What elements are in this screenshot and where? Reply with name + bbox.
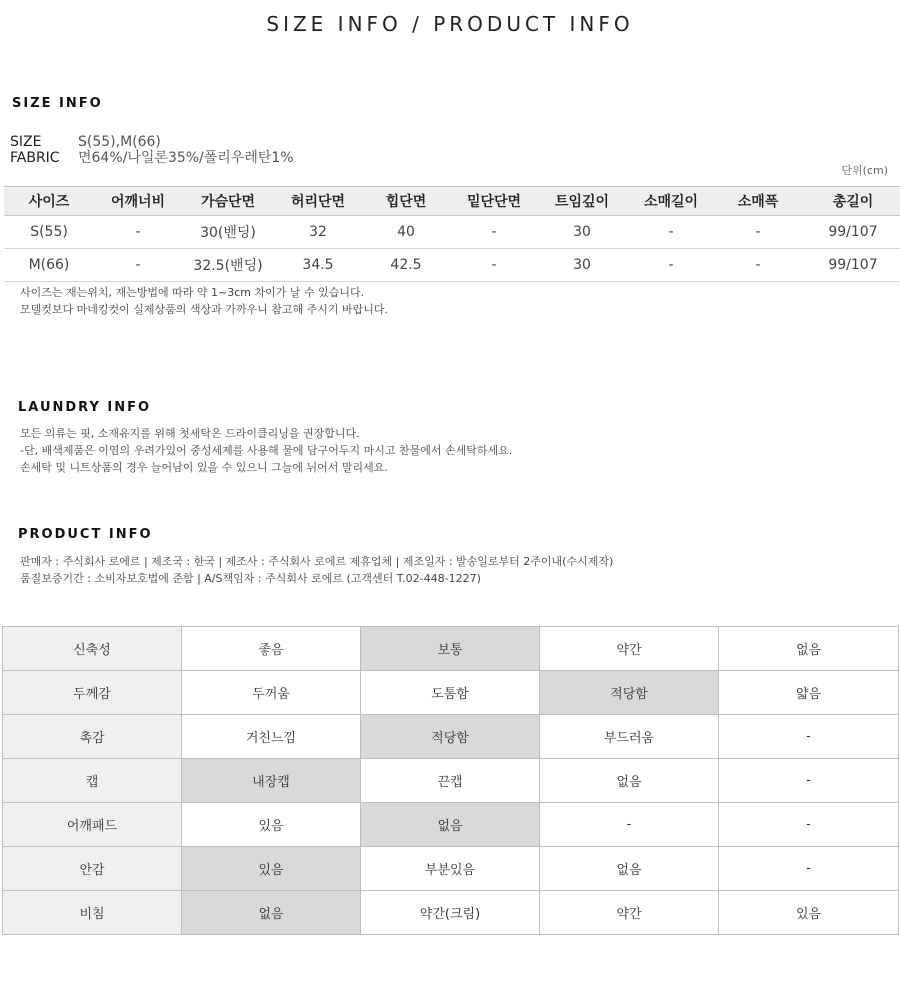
size-table — [4, 186, 900, 282]
table-cell: - — [626, 249, 716, 282]
property-option: 부드러움 — [540, 715, 719, 759]
property-option: 거친느낌 — [182, 715, 361, 759]
header-cell: 허리단면 — [274, 187, 362, 216]
property-option: 있음 — [182, 803, 361, 847]
properties-table — [2, 626, 899, 935]
property-label: 두께감 — [3, 671, 182, 715]
product-line: 품질보증기간 : 소비자보호법에 준함 | A/S책임자 : 주식회사 로에르 (고객센터 T.02-448-1227) — [20, 572, 481, 585]
table-cell: 30 — [538, 216, 626, 249]
table-cell: - — [716, 216, 800, 249]
property-option: 좋음 — [182, 627, 361, 671]
fabric-value: 면64%/나일론35%/폴리우레탄1% — [78, 150, 294, 166]
header-cell: 밑단단면 — [450, 187, 538, 216]
header-cell: 트임깊이 — [538, 187, 626, 216]
fabric-row — [10, 150, 294, 166]
header-cell: 가슴단면 — [182, 187, 274, 216]
property-option: 두꺼움 — [182, 671, 361, 715]
header-cell: 총길이 — [800, 187, 900, 216]
table-cell: - — [450, 249, 538, 282]
size-label: SIZE — [10, 134, 42, 150]
property-row — [3, 847, 899, 891]
property-option: 없음 — [719, 627, 899, 671]
laundry-info-heading: LAUNDRY INFO — [18, 400, 152, 415]
table-cell: S(55) — [4, 216, 94, 249]
header-cell: 사이즈 — [4, 187, 94, 216]
property-option-selected: 보통 — [361, 627, 540, 671]
size-table-header — [4, 187, 900, 216]
fabric-label: FABRIC — [10, 150, 60, 166]
property-option-selected: 있음 — [182, 847, 361, 891]
unit-label: 단위(cm) — [841, 164, 888, 177]
property-option-selected: 내장캡 — [182, 759, 361, 803]
product-info-heading: PRODUCT INFO — [18, 527, 153, 542]
table-row — [4, 249, 900, 282]
property-option: 도톰함 — [361, 671, 540, 715]
property-option: 약간 — [540, 627, 719, 671]
property-option: 약간(크림) — [361, 891, 540, 935]
table-cell: 40 — [362, 216, 450, 249]
property-row — [3, 891, 899, 935]
property-option-selected: 없음 — [361, 803, 540, 847]
table-cell: 32.5(밴딩) — [182, 249, 274, 282]
table-cell: - — [94, 216, 182, 249]
property-option: - — [719, 759, 899, 803]
table-cell: 99/107 — [800, 249, 900, 282]
table-cell: 30 — [538, 249, 626, 282]
size-value: S(55),M(66) — [78, 134, 161, 150]
page-title: SIZE INFO / PRODUCT INFO — [266, 12, 634, 36]
property-option-selected: 적당함 — [361, 715, 540, 759]
property-option: - — [719, 715, 899, 759]
table-cell: 34.5 — [274, 249, 362, 282]
size-note: 사이즈는 재는위치, 재는방법에 따라 약 1~3cm 차이가 날 수 있습니다. — [20, 286, 365, 299]
product-text — [20, 553, 613, 587]
table-row — [4, 216, 900, 249]
property-option: - — [719, 803, 899, 847]
property-option: 없음 — [540, 759, 719, 803]
table-cell: 30(밴딩) — [182, 216, 274, 249]
table-cell: 42.5 — [362, 249, 450, 282]
property-row — [3, 715, 899, 759]
property-option-selected: 없음 — [182, 891, 361, 935]
property-label: 신축성 — [3, 627, 182, 671]
property-row — [3, 627, 899, 671]
size-info-heading: SIZE INFO — [12, 96, 103, 111]
product-line: 판매자 : 주식회사 로에르 | 제조국 : 한국 | 제조사 : 주식회사 로에르 제휴업체 | 제조일자 : 발송일로부터 2주이내(수시제작) — [20, 555, 614, 568]
table-cell: 32 — [274, 216, 362, 249]
table-cell: - — [94, 249, 182, 282]
property-option: 약간 — [540, 891, 719, 935]
header-cell: 소매길이 — [626, 187, 716, 216]
table-cell: 99/107 — [800, 216, 900, 249]
property-row — [3, 671, 899, 715]
property-option: - — [540, 803, 719, 847]
table-cell: M(66) — [4, 249, 94, 282]
property-row — [3, 759, 899, 803]
laundry-line: 모든 의류는 핏, 소재유지를 위해 첫세탁은 드라이클리닝을 권장합니다. — [20, 427, 360, 440]
header-cell: 어깨너비 — [94, 187, 182, 216]
table-cell: - — [626, 216, 716, 249]
property-option: 없음 — [540, 847, 719, 891]
property-option: 있음 — [719, 891, 899, 935]
property-option-selected: 적당함 — [540, 671, 719, 715]
property-label: 어깨패드 — [3, 803, 182, 847]
laundry-line: -단, 배색제품은 이염의 우려가있어 중성세제를 사용해 물에 담구어두지 마시고 찬물에서 손세탁하세요. — [20, 444, 513, 457]
header-cell: 소매폭 — [716, 187, 800, 216]
laundry-text — [20, 425, 512, 476]
laundry-line: 손세탁 및 니트상품의 경우 늘어남이 있을 수 있으니 그늘에 뉘어서 말리세요. — [20, 461, 388, 474]
property-option: 얇음 — [719, 671, 899, 715]
property-row — [3, 803, 899, 847]
size-note: 모델컷보다 마네킹컷이 실제상품의 색상과 가까우니 참고해 주시기 바랍니다. — [20, 303, 389, 316]
property-label: 캡 — [3, 759, 182, 803]
table-cell: - — [450, 216, 538, 249]
property-label: 촉감 — [3, 715, 182, 759]
table-cell: - — [716, 249, 800, 282]
property-option: - — [719, 847, 899, 891]
header-cell: 힙단면 — [362, 187, 450, 216]
size-row — [10, 134, 161, 150]
property-option: 끈캡 — [361, 759, 540, 803]
property-label: 안감 — [3, 847, 182, 891]
property-label: 비침 — [3, 891, 182, 935]
size-notes — [20, 284, 388, 318]
property-option: 부분있음 — [361, 847, 540, 891]
